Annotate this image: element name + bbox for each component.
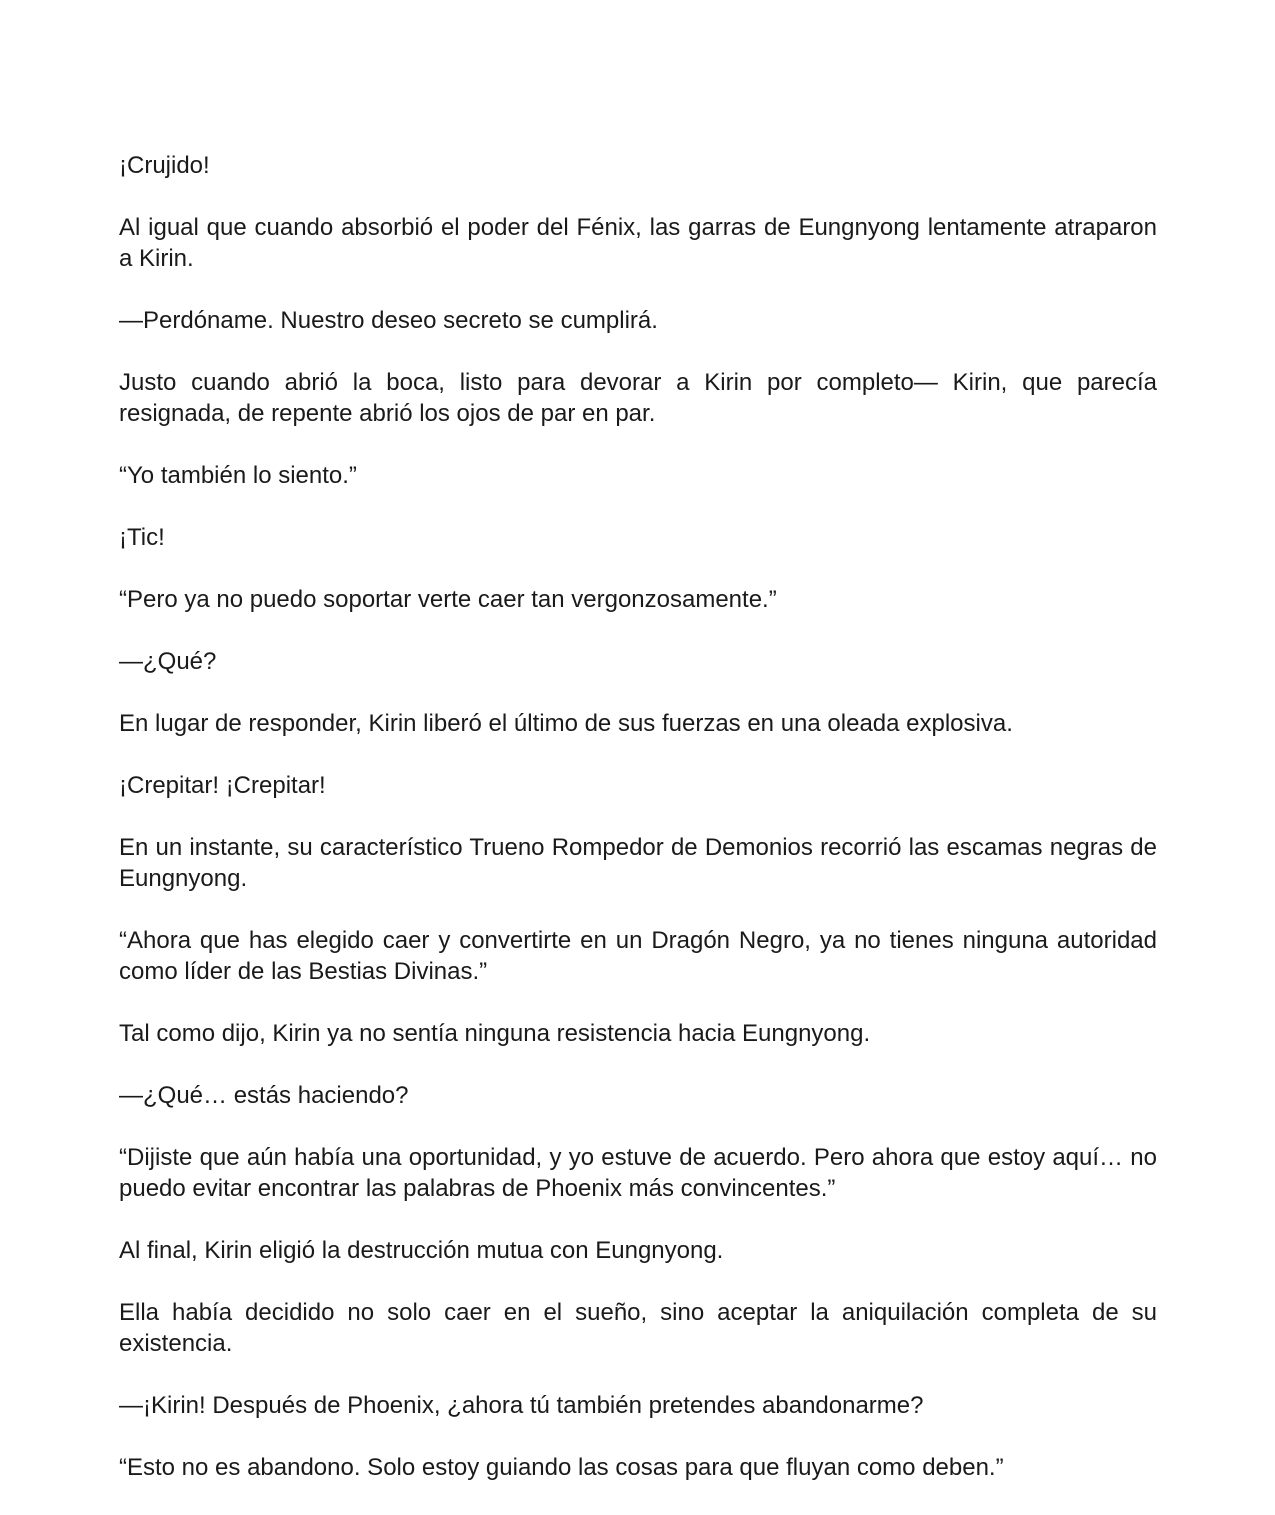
paragraph: Ella había decidido no solo caer en el sueño, sino aceptar la aniquilación completa de su existencia.: [119, 1299, 1157, 1357]
paragraph: En un instante, su característico Trueno Rompedor de Demonios recorrió las escamas negras de Eungnyong.: [119, 834, 1157, 892]
paragraph: “Yo también lo siento.”: [119, 462, 357, 489]
paragraph: Justo cuando abrió la boca, listo para devorar a Kirin por completo— Kirin, que parecía resignada, de repente abrió los ojos de par en par.: [119, 369, 1157, 427]
paragraph: Al igual que cuando absorbió el poder del Fénix, las garras de Eungnyong lentamente atraparon a Kirin.: [119, 214, 1157, 272]
paragraph: En lugar de responder, Kirin liberó el último de sus fuerzas en una oleada explosiva.: [119, 710, 1013, 737]
paragraph: “Pero ya no puedo soportar verte caer tan vergonzosamente.”: [119, 586, 777, 613]
paragraph: —Perdóname. Nuestro deseo secreto se cumplirá.: [119, 307, 658, 334]
document-body: [119, 150, 1157, 1514]
paragraph: —¿Qué… estás haciendo?: [119, 1082, 409, 1109]
paragraph: —¿Qué?: [119, 648, 217, 675]
paragraph: “Dijiste que aún había una oportunidad, y yo estuve de acuerdo. Pero ahora que estoy aquí… no puedo evitar encontrar las palabras de Phoenix más convincentes.”: [119, 1144, 1157, 1202]
paragraph: “Ahora que has elegido caer y convertirte en un Dragón Negro, ya no tienes ninguna autoridad como líder de las Bestias Divinas.”: [119, 927, 1157, 985]
paragraph: ¡Crujido!: [119, 152, 210, 179]
paragraph: Al final, Kirin eligió la destrucción mutua con Eungnyong.: [119, 1237, 724, 1264]
paragraph: Tal como dijo, Kirin ya no sentía ninguna resistencia hacia Eungnyong.: [119, 1020, 871, 1047]
paragraph: —¡Kirin! Después de Phoenix, ¿ahora tú también pretendes abandonarme?: [119, 1392, 924, 1419]
paragraph: “Esto no es abandono. Solo estoy guiando las cosas para que fluyan como deben.”: [119, 1454, 1004, 1481]
paragraph: ¡Crepitar! ¡Crepitar!: [119, 772, 326, 799]
paragraph: ¡Tic!: [119, 524, 165, 551]
